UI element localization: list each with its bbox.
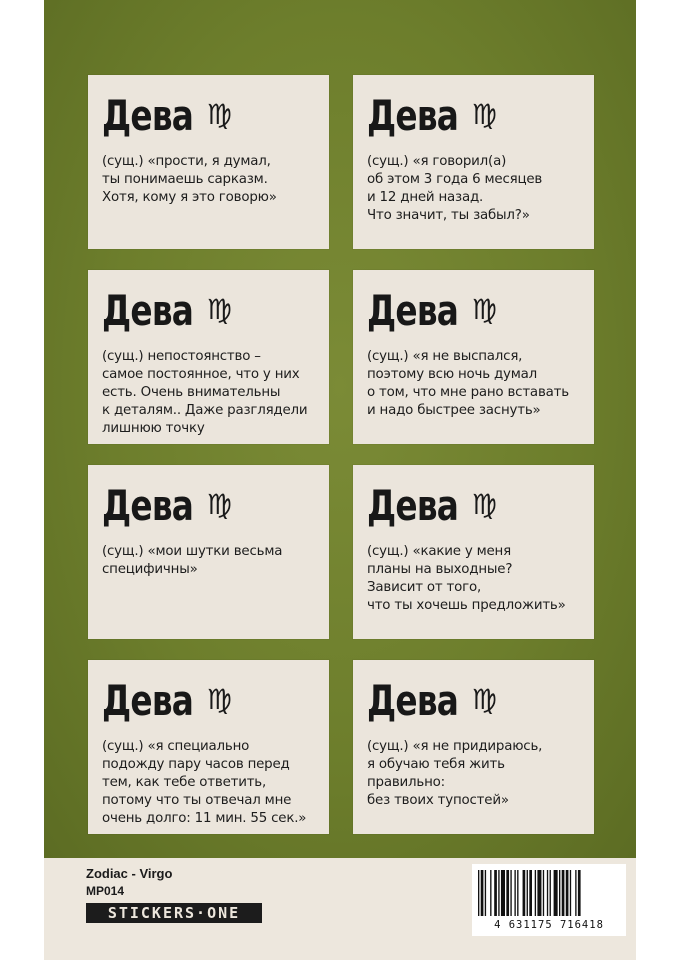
card-title: Дева	[367, 676, 459, 725]
barcode-bar	[578, 870, 581, 916]
barcode-bar	[529, 870, 532, 916]
barcode-bar	[517, 870, 518, 916]
card-title: Дева	[367, 91, 459, 140]
card-text: (сущ.) «мои шутки весьма специфичны»	[102, 544, 283, 577]
barcode-number: 4 631175 716418	[494, 919, 604, 931]
barcode-bar	[537, 870, 541, 916]
product-code: MP014	[86, 884, 125, 898]
sticker-card	[353, 465, 594, 639]
virgo-icon: ♍	[206, 98, 232, 131]
sticker-sheet	[44, 0, 636, 858]
card-title: Дева	[102, 91, 194, 140]
virgo-icon: ♍	[206, 683, 232, 716]
sticker-card	[353, 270, 594, 444]
barcode-bar	[550, 870, 551, 916]
barcode-bar	[535, 870, 536, 916]
barcode-bars	[478, 870, 620, 916]
brand-logo: STICKERS·ONE	[86, 903, 262, 923]
barcode	[472, 864, 626, 936]
barcode-bar	[481, 870, 484, 916]
virgo-icon: ♍	[471, 683, 497, 716]
card-text: (сущ.) непостоянство – самое постоянное, что у них есть. Очень внимательны к деталям.. Даже разглядели лишнюю точку	[102, 349, 308, 436]
product-name: Zodiac - Virgo	[86, 866, 173, 881]
card-text: (сущ.) «какие у меня планы на выходные? Зависит от того, что ты хочешь предложить»	[367, 544, 566, 613]
barcode-bar	[575, 870, 576, 916]
barcode-bar	[514, 870, 515, 916]
sticker-card	[88, 75, 329, 249]
sticker-card	[353, 660, 594, 834]
virgo-icon: ♍	[206, 488, 232, 521]
card-title: Дева	[102, 481, 194, 530]
sticker-card	[88, 270, 329, 444]
sticker-card	[88, 660, 329, 834]
barcode-bar	[527, 870, 528, 916]
virgo-icon: ♍	[471, 293, 497, 326]
card-text: (сущ.) «прости, я думал, ты понимаешь сарказм. Хотя, кому я это говорю»	[102, 154, 277, 205]
card-text: (сущ.) «я не придираюсь, я обучаю тебя жить правильно: без твоих тупостей»	[367, 739, 543, 808]
barcode-bar	[559, 870, 560, 916]
card-title: Дева	[367, 286, 459, 335]
barcode-bar	[562, 870, 565, 916]
barcode-bar	[506, 870, 509, 916]
barcode-bar	[478, 870, 479, 916]
card-text: (сущ.) «я специально подожду пару часов перед тем, как тебе ответить, потому что ты отвечал мне очень долго: 11 мин. 55 сек.»	[102, 739, 307, 826]
barcode-bar	[498, 870, 499, 916]
footer	[44, 858, 636, 960]
virgo-icon: ♍	[471, 488, 497, 521]
barcode-bar	[490, 870, 491, 916]
card-text: (сущ.) «я не выспался, поэтому всю ночь думал о том, что мне рано вставать и надо быстрее заснуть»	[367, 349, 569, 418]
card-title: Дева	[367, 481, 459, 530]
barcode-bar	[494, 870, 497, 916]
barcode-bar	[485, 870, 486, 916]
virgo-icon: ♍	[471, 98, 497, 131]
virgo-icon: ♍	[206, 293, 232, 326]
barcode-bar	[510, 870, 511, 916]
barcode-bar	[566, 870, 569, 916]
barcode-bar	[570, 870, 571, 916]
sticker-card	[353, 75, 594, 249]
card-text: (сущ.) «я говорил(а) об этом 3 года 6 месяцев и 12 дней назад. Что значит, ты забыл?»	[367, 154, 543, 223]
barcode-bar	[501, 870, 505, 916]
barcode-bar	[523, 870, 526, 916]
barcode-bar	[543, 870, 544, 916]
card-title: Дева	[102, 286, 194, 335]
card-title: Дева	[102, 676, 194, 725]
sticker-card	[88, 465, 329, 639]
barcode-bar	[547, 870, 548, 916]
barcode-bar	[554, 870, 558, 916]
